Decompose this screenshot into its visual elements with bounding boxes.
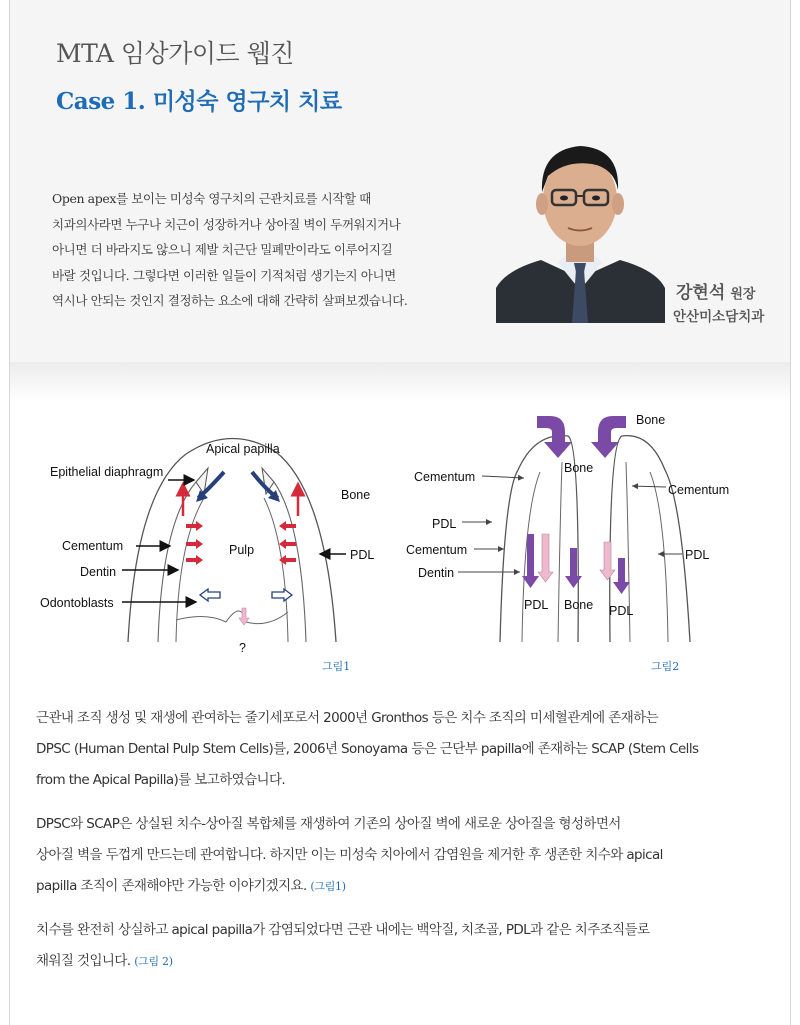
label-pulp: Pulp xyxy=(229,543,255,557)
magazine-title: MTA 임상가이드 웹진 xyxy=(56,39,294,68)
paragraph-line: from the Apical Papilla)를 보고하였습니다. xyxy=(36,772,286,788)
paragraph-line-with-ref xyxy=(36,946,766,977)
paragraph-line-with-ref xyxy=(36,871,766,902)
author-clinic: 안산미소담치과 xyxy=(673,309,765,325)
label-pdl: PDL xyxy=(350,548,375,562)
figure-2 xyxy=(400,402,760,682)
intro-line: 역시나 안되는 것인지 결정하는 요소에 대해 간략히 살펴보겠습니다. xyxy=(52,293,408,309)
label-dentin: Dentin xyxy=(80,565,117,579)
label-pdl-bottom-left: PDL xyxy=(524,598,549,612)
paragraph-text: papilla 조직이 존재해야만 가능한 이야기겠지요. xyxy=(36,878,307,894)
paragraph-line: 상아질 벽을 두껍게 만드는데 관여합니다. 하지만 이는 미성숙 치아에서 감염원을 제거한 후 생존한 치수와 apical xyxy=(36,847,663,863)
label-epithelial-diaphragm: Epithelial diaphragm xyxy=(50,465,164,479)
label-dentin: Dentin xyxy=(418,566,455,580)
author-name: 강현석 xyxy=(676,283,726,303)
label-pdl-left: PDL xyxy=(432,517,457,531)
label-bone-mid: Bone xyxy=(564,461,594,475)
paragraph-text: 채워질 것입니다. xyxy=(36,953,131,969)
label-cementum-left: Cementum xyxy=(414,470,476,484)
author-portrait xyxy=(496,120,665,323)
label-bone: Bone xyxy=(341,488,371,502)
label-cementum: Cementum xyxy=(62,539,124,553)
paragraph-line: DPSC와 SCAP은 상실된 치수-상아질 복합체를 재생하여 기존의 상아질 벽에 새로운 상아질을 형성하면서 xyxy=(36,816,621,832)
label-cementum-right: Cementum xyxy=(668,483,730,497)
intro-text xyxy=(52,186,492,314)
label-bone-bottom: Bone xyxy=(564,598,594,612)
paragraph-2 xyxy=(36,809,766,902)
intro-line: 아니면 더 바라지도 않으니 제발 치근단 밀폐만이라도 이루어지길 xyxy=(52,242,393,258)
figure-2-caption: 그림2 xyxy=(651,660,680,673)
paragraph-line: 치수를 완전히 상실하고 apical papilla가 감염되었다면 근관 내에는 백악질, 치조골, PDL과 같은 치주조직들로 xyxy=(36,922,650,938)
intro-line: 바랄 것입니다. 그렇다면 이러한 일들이 기적처럼 생기는지 아니면 xyxy=(52,267,396,283)
intro-line: Open apex를 보이는 미성숙 영구치의 근관치료를 시작할 때 xyxy=(52,191,371,206)
case-title: Case 1. 미성숙 영구치 치료 xyxy=(56,88,342,115)
paragraph-line: DPSC (Human Dental Pulp Stem Cells)를, 2006년 Sonoyama 등은 근단부 papilla에 존재하는 SCAP (Stem Cells xyxy=(36,741,699,757)
label-question: ? xyxy=(239,641,246,655)
paragraph-1 xyxy=(36,703,766,796)
label-apical-papilla: Apical papilla xyxy=(206,442,280,456)
label-pdl-right: PDL xyxy=(685,548,710,562)
label-cementum-left-2: Cementum xyxy=(406,543,468,557)
label-pdl-bottom-right: PDL xyxy=(609,604,634,618)
figure-2-reference: (그림 2) xyxy=(134,955,173,968)
author-name-line xyxy=(676,278,756,303)
paragraph-3 xyxy=(36,915,766,977)
paragraph-line: 근관내 조직 생성 및 재생에 관여하는 줄기세포로서 2000년 Gronthos 등은 치수 조직의 미세혈관계에 존재하는 xyxy=(36,710,659,726)
label-bone-top: Bone xyxy=(636,413,666,427)
intro-line: 치과의사라면 누구나 치근이 성장하거나 상아질 벽이 두꺼워지거나 xyxy=(52,216,401,232)
figure-1-reference: (그림1) xyxy=(310,880,346,893)
figure-1 xyxy=(36,402,396,682)
figure-1-caption: 그림1 xyxy=(322,660,351,673)
author-title: 원장 xyxy=(730,287,756,302)
label-odontoblasts: Odontoblasts xyxy=(40,596,114,610)
